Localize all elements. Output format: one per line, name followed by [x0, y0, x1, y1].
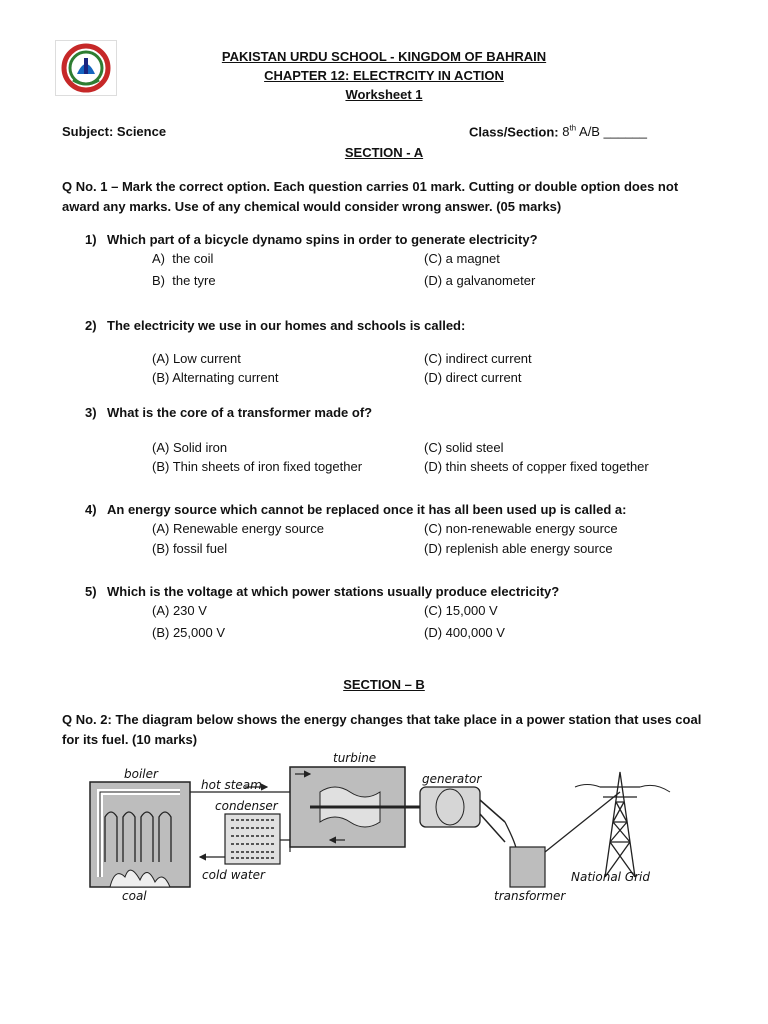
q2-option-c: (C) indirect current	[424, 351, 532, 366]
pylon-national-grid	[575, 772, 670, 877]
section-b-title: SECTION – B	[343, 677, 425, 692]
q5-option-d: (D) 400,000 V	[424, 625, 505, 640]
section-a-instruction: Q No. 1 – Mark the correct option. Each question carries 01 mark. Cutting or double option does not award any marks. Use of any chemical would consider wrong answer. (05 marks)	[62, 179, 679, 214]
q2-option-b: (B) Alternating current	[152, 370, 279, 385]
q2-option-a: (A) Low current	[152, 351, 241, 366]
q2-option-d: (D) direct current	[424, 370, 522, 385]
q5-option-b: (B) 25,000 V	[152, 625, 225, 640]
question-1: 1) Which part of a bicycle dynamo spins in order to generate electricity?	[85, 232, 538, 247]
q3-option-a: (A) Solid iron	[152, 440, 228, 455]
label-transformer: transformer	[494, 889, 566, 903]
subject-value: Science	[116, 124, 167, 139]
q3-option-b: (B) Thin sheets of iron fixed together	[152, 459, 363, 474]
question-2: 2) The electricity we use in our homes and schools is called:	[85, 318, 466, 333]
class-label: Class/Section:	[469, 124, 559, 140]
label-hot-steam: hot steam	[201, 778, 262, 792]
label-national-grid: National Grid	[571, 870, 651, 884]
q4-option-a: (A) Renewable energy source	[152, 521, 324, 536]
label-boiler: boiler	[124, 767, 158, 781]
q1-option-a: A) the coil	[152, 251, 214, 266]
label-generator: generator	[422, 772, 482, 786]
label-cold-water: cold water	[202, 868, 265, 882]
q3-option-d: (D) thin sheets of copper fixed together	[424, 459, 649, 474]
school-title: PAKISTAN URDU SCHOOL - KINGDOM OF BAHRAIN	[221, 49, 547, 64]
q1-option-d: (D) a galvanometer	[424, 273, 536, 288]
label-coal: coal	[122, 889, 147, 903]
generator-unit	[420, 787, 505, 842]
q4-option-b: (B) fossil fuel	[152, 541, 228, 556]
question-4: 4) An energy source which cannot be replaced once it has all been used up is called a:	[85, 502, 627, 517]
q5-option-a: (A) 230 V	[152, 603, 207, 618]
condenser-unit	[200, 814, 290, 864]
question-5: 5) Which is the voltage at which power stations usually produce electricity?	[85, 584, 560, 599]
q5-option-c: (C) 15,000 V	[424, 603, 498, 618]
q4-option-d: (D) replenish able energy source	[424, 541, 613, 556]
class-value: 8th A/B ______	[562, 124, 647, 140]
question-3: 3) What is the core of a transformer made of?	[85, 405, 373, 420]
subject-line	[62, 124, 166, 139]
section-a-title: SECTION - A	[344, 145, 424, 160]
label-turbine: turbine	[333, 751, 377, 765]
q3-option-c: (C) solid steel	[424, 440, 504, 455]
section-b-instruction: Q No. 2: The diagram below shows the energy changes that take place in a power station that uses coal for its fuel. (10 marks)	[62, 712, 702, 747]
q1-option-c: (C) a magnet	[424, 251, 500, 266]
subject-label: Subject:	[62, 124, 114, 139]
q1-option-b: B) the tyre	[152, 273, 216, 288]
class-line	[469, 124, 647, 139]
chapter-title: CHAPTER 12: ELECTRCITY IN ACTION	[264, 68, 504, 83]
label-condenser: condenser	[215, 799, 278, 813]
power-station-diagram	[75, 752, 675, 912]
worksheet-title: Worksheet 1	[345, 87, 423, 102]
boiler-unit	[90, 782, 190, 887]
q4-option-c: (C) non-renewable energy source	[424, 521, 618, 536]
